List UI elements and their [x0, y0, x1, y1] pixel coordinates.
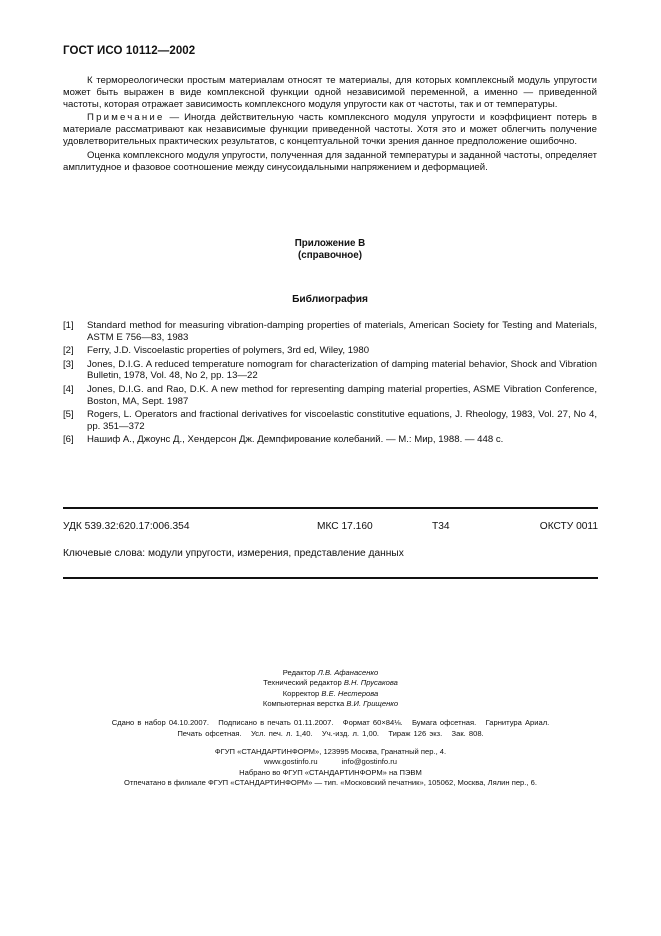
paragraph-thermorheological: К термореологически простым материалам относят те материалы, для которых комплексный модуль упругости может быть выражен в виде комплексной функции одной независимой переменной, а именно — приведенной частоты, которая отражает зависимость комплексного модуля упругости как от частоты, так и от температуры.	[63, 75, 597, 110]
bibliography-text: Standard method for measuring vibration-damping properties of materials, American Society for Testing and Materials, ASTM E 756—83, 1983	[87, 320, 597, 343]
publisher-contacts	[0, 757, 661, 767]
bibliography-number: [2]	[63, 345, 74, 357]
bibliography-text: Jones, D.I.G. A reduced temperature nomogram for characterization of damping material behavior, Shock and Vibration Bulletin, 1978, Vol. 48, No 2, pp. 13—22	[87, 358, 597, 382]
classification-row	[63, 521, 598, 535]
note-label: Примечание	[87, 112, 165, 124]
bibliography-item	[63, 345, 597, 357]
bibliography-text: Jones, D.I.G. and Rao, D.K. A new method for representing damping material properties, ASME Vibration Conference, Boston, MA, Sept. 1987	[87, 383, 597, 407]
bibliography-list	[63, 320, 597, 448]
print-details-line-1: Сдано в набор 04.10.2007. Подписано в печать 01.11.2007. Формат 60×84⅛. Бумага офсетная. Гарнитура Ариал.	[111, 718, 550, 727]
publisher-address: ФГУП «СТАНДАРТИНФОРМ», 123995 Москва, Гранатный пер., 4.	[214, 747, 447, 756]
bibliography-title: Библиография	[292, 294, 368, 305]
bibliography-text: Rogers, L. Operators and fractional derivatives for viscoelastic constitutive equations, J. Rheology, 1983, Vol. 27, No 4, pp. 351—372	[87, 409, 597, 432]
group-code: Т34	[432, 521, 450, 532]
layout-name: В.И. Грищенко	[346, 698, 399, 708]
print-details	[0, 717, 661, 739]
printed-at-info: Отпечатано в филиале ФГУП «СТАНДАРТИНФОРМ» — тип. «Московский печатник», 105062, Москва, Лялин пер., 6.	[124, 778, 537, 788]
body-text	[63, 75, 597, 173]
bibliography-number: [4]	[63, 383, 74, 395]
bibliography-number: [6]	[63, 434, 74, 446]
publisher-email: info@gostinfo.ru	[341, 757, 398, 767]
corrector-name: В.Е. Нестерова	[321, 688, 379, 698]
bibliography-text: Нашиф А., Джоунс Д., Хендерсон Дж. Демпфирование колебаний. — М.: Мир, 1988. — 448 с.	[87, 434, 504, 446]
annex-heading	[63, 238, 597, 262]
mks-code: МКС 17.160	[317, 521, 373, 532]
bibliography-item	[63, 384, 597, 407]
standard-code-header: ГОСТ ИСО 10112—2002	[63, 45, 196, 57]
bibliography-number: [1]	[63, 320, 74, 331]
tech-editor-line: Технический редактор В.Н. Прусакова	[263, 678, 398, 688]
note-text: — Иногда действительную часть комплексного модуля упругости и коэффициент потерь в материале рассматривают как независимые функции приведенной частоты. Хотя это и может облегчить получение удовлетворительных практических результатов, с концептуальной точки зрения данное предположение ошибочно.	[63, 112, 597, 147]
corrector-line: Корректор В.Е. Нестерова	[282, 688, 379, 698]
okstu-code: ОКСТУ 0011	[539, 521, 598, 532]
annex-status: (справочное)	[298, 250, 362, 261]
top-divider	[63, 507, 598, 509]
editor-name: Л.В. Афанасенко	[317, 668, 379, 677]
editor-line: Редактор Л.В. Афанасенко	[282, 668, 379, 677]
tech-editor-name: В.Н. Прусакова	[343, 678, 398, 688]
print-details-line-2: Печать офсетная. Усл. печ. л. 1,40. Уч.-изд. л. 1,00. Тираж 126 экз. Зак. 808.	[177, 729, 484, 738]
bibliography-text: Ferry, J.D. Viscoelastic properties of polymers, 3rd ed, Wiley, 1980	[87, 345, 370, 357]
bibliography-item	[63, 359, 597, 382]
bibliography-number: [3]	[63, 358, 74, 370]
bibliography-item	[63, 409, 597, 432]
layout-line: Компьютерная верстка В.И. Грищенко	[262, 698, 399, 708]
typeset-info: Набрано во ФГУП «СТАНДАРТИНФОРМ» на ПЭВМ	[239, 767, 422, 777]
bibliography-item	[63, 320, 597, 343]
bottom-divider	[63, 577, 598, 579]
publisher-info	[0, 747, 661, 789]
keywords-line: Ключевые слова: модули упругости, измерения, представление данных	[63, 548, 404, 559]
note-paragraph	[63, 112, 597, 147]
paragraph-complex-modulus: Оценка комплексного модуля упругости, полученная для заданной температуры и заданной частоты, определяет амплитудное и фазовое соотношение между синусоидальными напряжением и деформацией.	[63, 149, 597, 173]
bibliography-number: [5]	[63, 409, 74, 421]
annex-title: Приложение В	[294, 238, 366, 249]
udk-code: УДК 539.32:620.17:006.354	[63, 521, 190, 532]
publisher-website: www.gostinfo.ru	[263, 757, 318, 767]
editorial-credits	[0, 668, 661, 709]
bibliography-item	[63, 434, 597, 446]
